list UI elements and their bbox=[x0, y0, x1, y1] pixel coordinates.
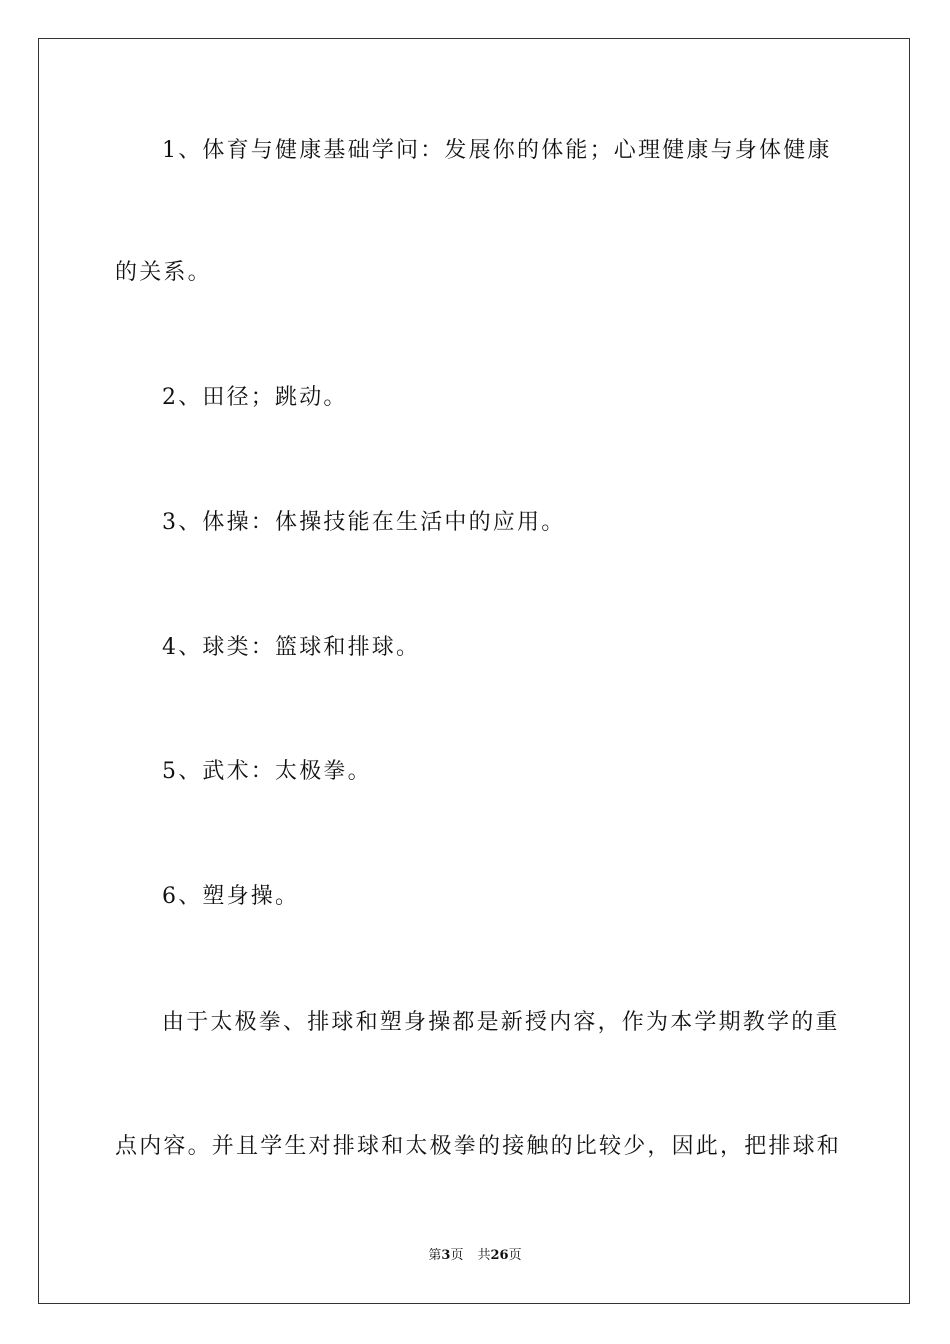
list-item-ball-games: 4、球类：篮球和排球。 bbox=[162, 635, 421, 660]
paragraph-line-3: 由于太极拳、排球和塑身操都是新授内容，作为本学期教学的重 bbox=[162, 1010, 840, 1035]
footer-total-prefix: 共 bbox=[477, 1248, 491, 1263]
footer-page-number: 3 bbox=[441, 1248, 451, 1263]
list-item-track: 2、田径；跳动。 bbox=[162, 385, 348, 410]
footer-total-suffix: 页 bbox=[508, 1248, 522, 1263]
list-item-gymnastics: 3、体操：体操技能在生活中的应用。 bbox=[162, 510, 566, 535]
paragraph-line-1: 1、体育与健康基础学问：发展你的体能；心理健康与身体健康 bbox=[162, 138, 832, 163]
list-item-martial-arts: 5、武术：太极拳。 bbox=[162, 759, 372, 784]
footer-page-prefix: 第 bbox=[428, 1248, 442, 1263]
paragraph-line-4: 点内容。并且学生对排球和太极拳的接触的比较少，因此，把排球和 bbox=[115, 1134, 842, 1159]
page-frame bbox=[38, 38, 910, 1304]
footer-total-pages: 26 bbox=[490, 1248, 509, 1263]
paragraph-line-2: 的关系。 bbox=[115, 260, 212, 285]
page-footer bbox=[0, 1247, 950, 1265]
list-item-body-shaping: 6、塑身操。 bbox=[162, 884, 300, 909]
footer-page-suffix: 页 bbox=[450, 1248, 464, 1263]
